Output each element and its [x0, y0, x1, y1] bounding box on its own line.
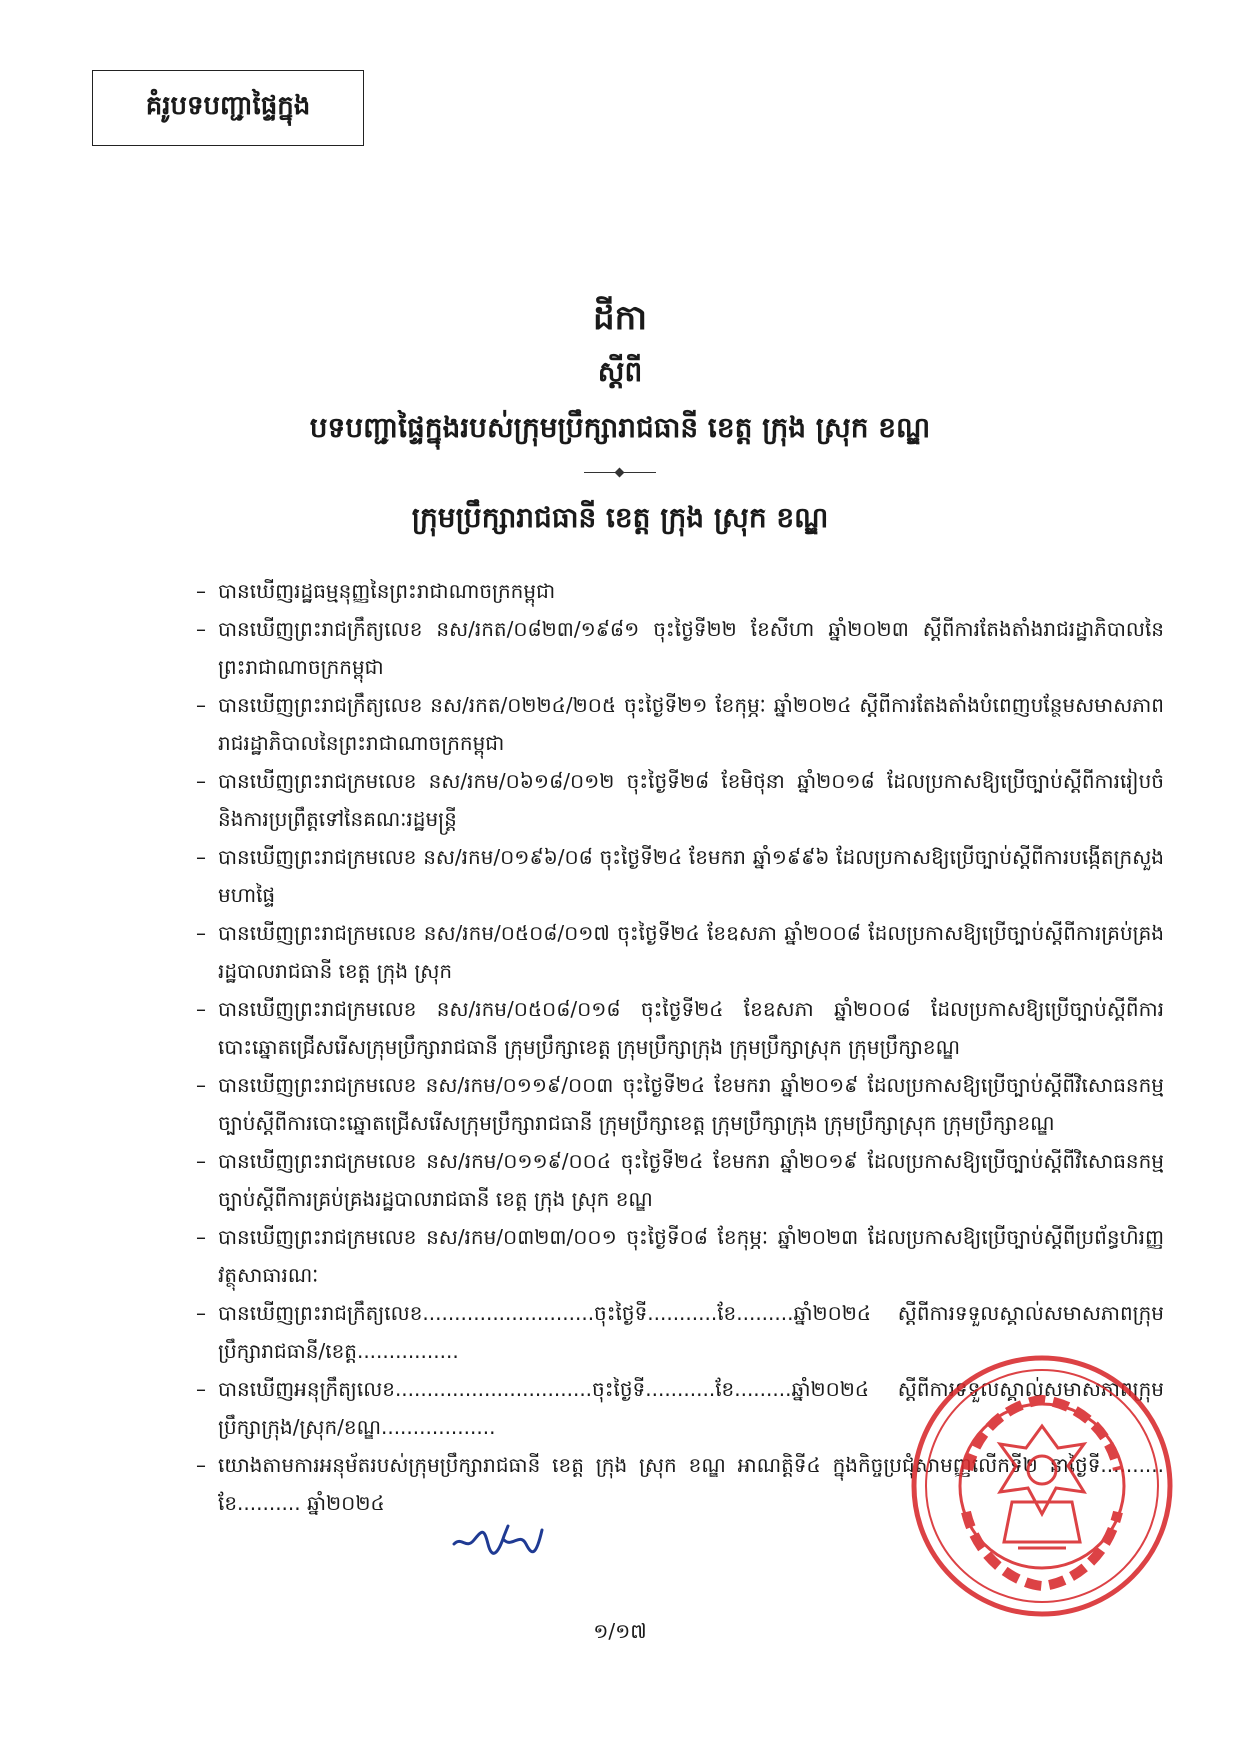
document-about: ស្ដីពី	[597, 355, 643, 388]
considerations-list	[196, 572, 1164, 1522]
consideration-item: – បានឃើញព្រះរាជក្រឹត្យលេខ នស/រកត/០២២៤/២០៥ ចុះថ្ងៃទី២១ ខែកុម្ភៈ ឆ្នាំ២០២៤ ស្ដីពីការតែងតាំងបំពេញបន្ថែមសមាសភាពរាជរដ្ឋាភិបាលនៃព្រះរាជាណាចក្រកម្ពុជា	[196, 686, 1164, 762]
document-subject: បទបញ្ជាផ្ទៃក្នុងរបស់ក្រុមប្រឹក្សារាជធានី ខេត្ត ក្រុង ស្រុក ខណ្ឌ	[309, 411, 931, 444]
page-number: ១/១៧	[593, 1619, 647, 1643]
consideration-item: – បានឃើញព្រះរាជក្រមលេខ នស/រកម/០៣២៣/០០១ ចុះថ្ងៃទី០៨ ខែកុម្ភៈ ឆ្នាំ២០២៣ ដែលប្រកាសឱ្យប្រើច្បាប់ស្ដីពីប្រព័ន្ធហិរញ្ញវត្ថុសាធារណៈ	[196, 1218, 1164, 1294]
consideration-item: – បានឃើញព្រះរាជក្រមលេខ នស/រកម/០១១៩/០០៤ ចុះថ្ងៃទី២៤ ខែមករា ឆ្នាំ២០១៩ ដែលប្រកាសឱ្យប្រើច្បាប់ស្ដីពីវិសោធនកម្មច្បាប់ស្ដីពីការគ្រប់គ្រងរដ្ឋបាលរាជធានី ខេត្ត ក្រុង ស្រុក ខណ្ឌ	[196, 1142, 1164, 1218]
consideration-item: – បានឃើញព្រះរាជក្រមលេខ នស/រកម/០៥០៨/០១៧ ចុះថ្ងៃទី២៤ ខែឧសភា ឆ្នាំ២០០៨ ដែលប្រកាសឱ្យប្រើច្បាប់ស្ដីពីការគ្រប់គ្រងរដ្ឋបាលរាជធានី ខេត្ត ក្រុង ស្រុក	[196, 914, 1164, 990]
consideration-item: – បានឃើញព្រះរាជក្រមលេខ នស/រកម/០១៩៦/០៨ ចុះថ្ងៃទី២៤ ខែមករា ឆ្នាំ១៩៩៦ ដែលប្រកាសឱ្យប្រើច្បាប់ស្ដីពីការបង្កើតក្រសួងមហាផ្ទៃ	[196, 838, 1164, 914]
consideration-item: – បានឃើញរដ្ឋធម្មនុញ្ញនៃព្រះរាជាណាចក្រកម្ពុជា	[196, 572, 1164, 610]
consideration-item: – បានឃើញព្រះរាជក្រឹត្យលេខ...........................ចុះថ្ងៃទី...........ខែ.........ឆ្នាំ២០២៤ ស្ដីពីការទទួលស្គាល់សមាសភាពក្រុមប្រឹក្សារាជធានី/ខេត្ត................	[196, 1294, 1164, 1370]
consideration-item: – បានឃើញព្រះរាជក្រមលេខ នស/រកម/០៦១៨/០១២ ចុះថ្ងៃទី២៨ ខែមិថុនា ឆ្នាំ២០១៨ ដែលប្រកាសឱ្យប្រើច្បាប់ស្ដីពីការរៀបចំ និងការប្រព្រឹត្តទៅនៃគណៈរដ្ឋមន្ត្រី	[196, 762, 1164, 838]
consideration-item: – បានឃើញអនុក្រឹត្យលេខ...............................ចុះថ្ងៃទី...........ខែ.........ឆ្នាំ២០២៤ ស្ដីពីការទទួលស្គាល់សមាសភាពក្រុមប្រឹក្សាក្រុង/ស្រុក/ខណ្ឌ..................	[196, 1370, 1164, 1446]
model-label: គំរូបទបញ្ជាផ្ទៃក្នុង	[145, 91, 311, 121]
consideration-item: – បានឃើញព្រះរាជក្រមលេខ នស/រកម/០៥០៨/០១៨ ចុះថ្ងៃទី២៤ ខែឧសភា ឆ្នាំ២០០៨ ដែលប្រកាសឱ្យប្រើច្បាប់ស្ដីពីការបោះឆ្នោតជ្រើសរើសក្រុមប្រឹក្សារាជធានី ក្រុមប្រឹក្សាខេត្ត ក្រុមប្រឹក្សាក្រុង ក្រុមប្រឹក្សាស្រុក ក្រុមប្រឹក្សាខណ្ឌ	[196, 990, 1164, 1066]
consideration-item: – បានឃើញព្រះរាជក្រឹត្យលេខ នស/រកត/០៨២៣/១៩៨១ ចុះថ្ងៃទី២២ ខែសីហា ឆ្នាំ២០២៣ ស្ដីពីការតែងតាំងរាជរដ្ឋាភិបាលនៃព្រះរាជាណាចក្រកម្ពុជា	[196, 610, 1164, 686]
issuing-authority: ក្រុមប្រឹក្សារាជធានី ខេត្ត ក្រុង ស្រុក ខណ្ឌ	[411, 501, 829, 534]
document-title: ដីកា	[593, 298, 647, 338]
ornament-divider	[584, 472, 656, 473]
model-label-box	[92, 70, 364, 146]
consideration-item: – យោងតាមការអនុម័តរបស់ក្រុមប្រឹក្សារាជធានី ខេត្ត ក្រុង ស្រុក ខណ្ឌ អាណត្តិទី៤ ក្នុងកិច្ចប្រជុំសាមញ្ញលើកទី២ នាថ្ងៃទី.......... ខែ.......... ឆ្នាំ២០២៤	[196, 1446, 1164, 1522]
consideration-item: – បានឃើញព្រះរាជក្រមលេខ នស/រកម/០១១៩/០០៣ ចុះថ្ងៃទី២៤ ខែមករា ឆ្នាំ២០១៩ ដែលប្រកាសឱ្យប្រើច្បាប់ស្ដីពីវិសោធនកម្មច្បាប់ស្ដីពីការបោះឆ្នោតជ្រើសរើសក្រុមប្រឹក្សារាជធានី ក្រុមប្រឹក្សាខេត្ត ក្រុមប្រឹក្សាក្រុង ក្រុមប្រឹក្សាស្រុក ក្រុមប្រឹក្សាខណ្ឌ	[196, 1066, 1164, 1142]
